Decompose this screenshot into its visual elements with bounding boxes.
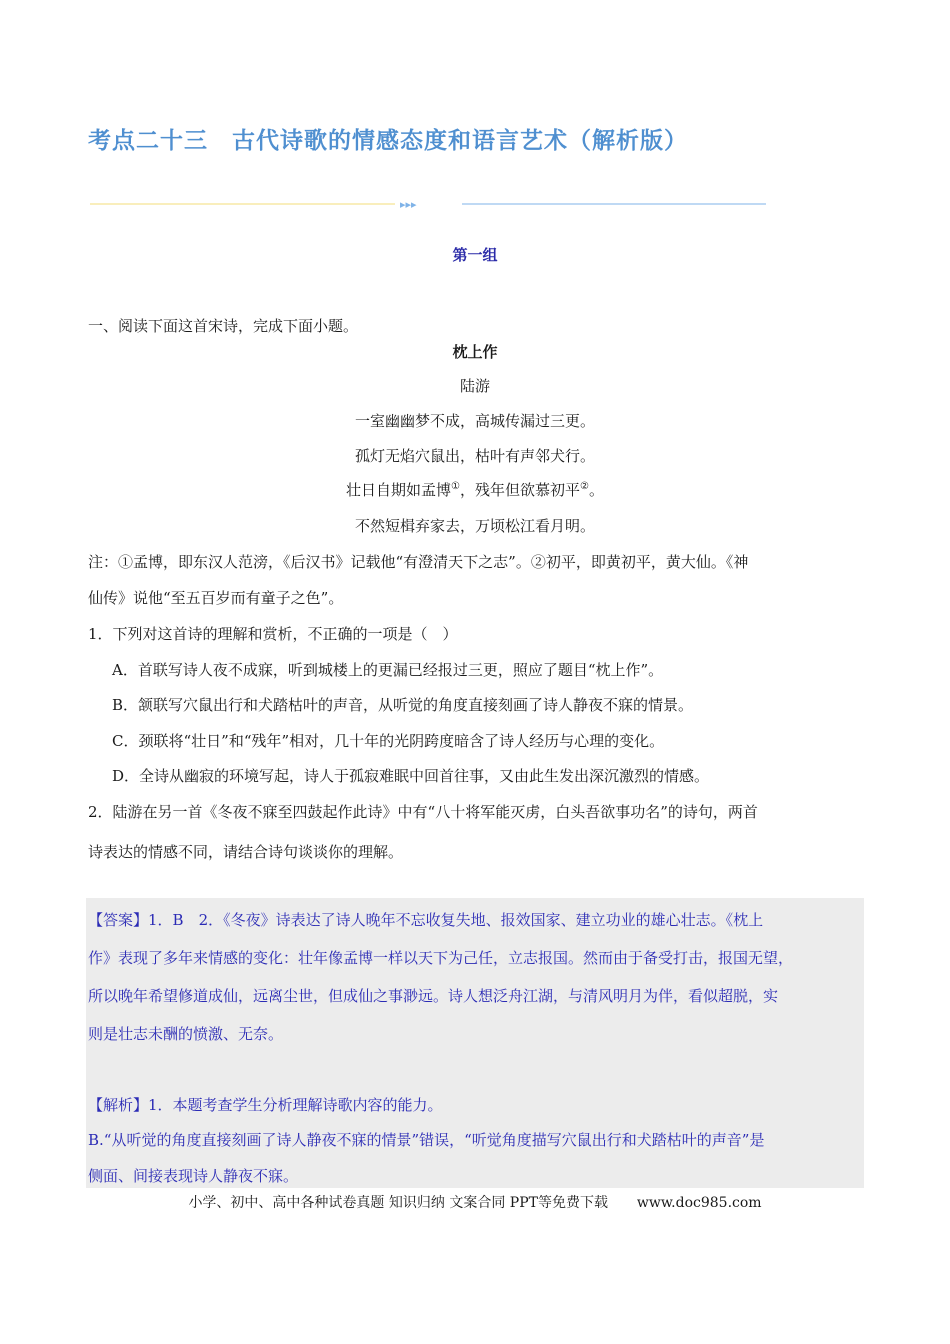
footer-url[interactable]: www.doc985.com [636,1195,762,1211]
option-a: A．首联写诗人夜不成寐，听到城楼上的更漏已经报过三更，照应了题目“枕上作”。 [112,661,664,679]
note-line-2: 仙传》说他“至五百岁而有童子之色”。 [88,589,344,607]
option-c: C．颈联将“壮日”和“残年”相对，几十年的光阴跨度暗含了诗人经历与心理的变化。 [112,732,665,750]
poem-line-2: 孤灯无焰穴鼠出，枯叶有声邻犬行。 [354,447,595,465]
page-footer [0,1192,950,1212]
answer-line-3: 所以晚年希望修道成仙，远离尘世，但成仙之事渺远。诗人想泛舟江湖，与清风明月为伴，看似超脱，实 [88,987,779,1005]
title-divider [90,196,770,210]
group-title: 第一组 [452,246,498,264]
answer-line-4: 则是壮志未酬的愤激、无奈。 [88,1025,284,1043]
poem-title: 枕上作 [452,343,498,361]
poem-line-1: 一室幽幽梦不成，高城传漏过三更。 [354,412,595,430]
analysis-line-3: 侧面、间接表现诗人静夜不寐。 [88,1167,299,1185]
divider-arrows-icon: ▸▸▸ [400,198,417,211]
option-d: D．全诗从幽寂的环境写起，诗人于孤寂难眠中回首往事，又由此生发出深沉激烈的情感。 [112,767,710,785]
answer-line-2: 作》表现了多年来情感的变化：壮年像孟博一样以天下为己任，立志报国。然而由于备受打击，报国无望， [88,949,794,967]
question-2-line-1: 2．陆游在另一首《冬夜不寐至四鼓起作此诗》中有“八十将军能灭虏，白头吾欲事功名”的诗句，两首 [88,803,758,821]
answer-line-1: 【答案】1．B 2．《冬夜》诗表达了诗人晚年不忘收复失地、报效国家、建立功业的雄心壮志。《枕上 [88,911,764,929]
analysis-line-1: 【解析】1．本题考查学生分析理解诗歌内容的能力。 [88,1096,443,1114]
question-2-line-2: 诗表达的情感不同，请结合诗句谈谈你的理解。 [88,843,404,861]
poem-author: 陆游 [459,377,490,395]
footer-text: 小学、初中、高中各种试卷真题 知识归纳 文案合同 PPT等免费下载 [188,1195,608,1211]
analysis-line-2: B.“从听觉的角度直接刻画了诗人静夜不寐的情景”错误，“听觉角度描写穴鼠出行和犬踏枯叶的声音”是 [88,1131,765,1149]
page-title: 考点二十三 古代诗歌的情感态度和语言艺术（解析版） [88,128,688,154]
poem-line-4: 不然短楫弃家去，万顷松江看月明。 [354,517,595,535]
section-intro: 一、阅读下面这首宋诗，完成下面小题。 [88,317,359,335]
poem-line-3: 壮日自期如孟博①，残年但欲慕初平②。 [346,481,604,499]
option-b: B．颔联写穴鼠出行和犬踏枯叶的声音，从听觉的角度直接刻画了诗人静夜不寐的情景。 [112,696,694,714]
question-1: 1．下列对这首诗的理解和赏析，不正确的一项是（ ） [88,625,458,643]
note-line-1: 注：①孟博，即东汉人范滂，《后汉书》记载他“有澄清天下之志”。②初平，即黄初平，黄大仙。《神 [88,553,749,571]
